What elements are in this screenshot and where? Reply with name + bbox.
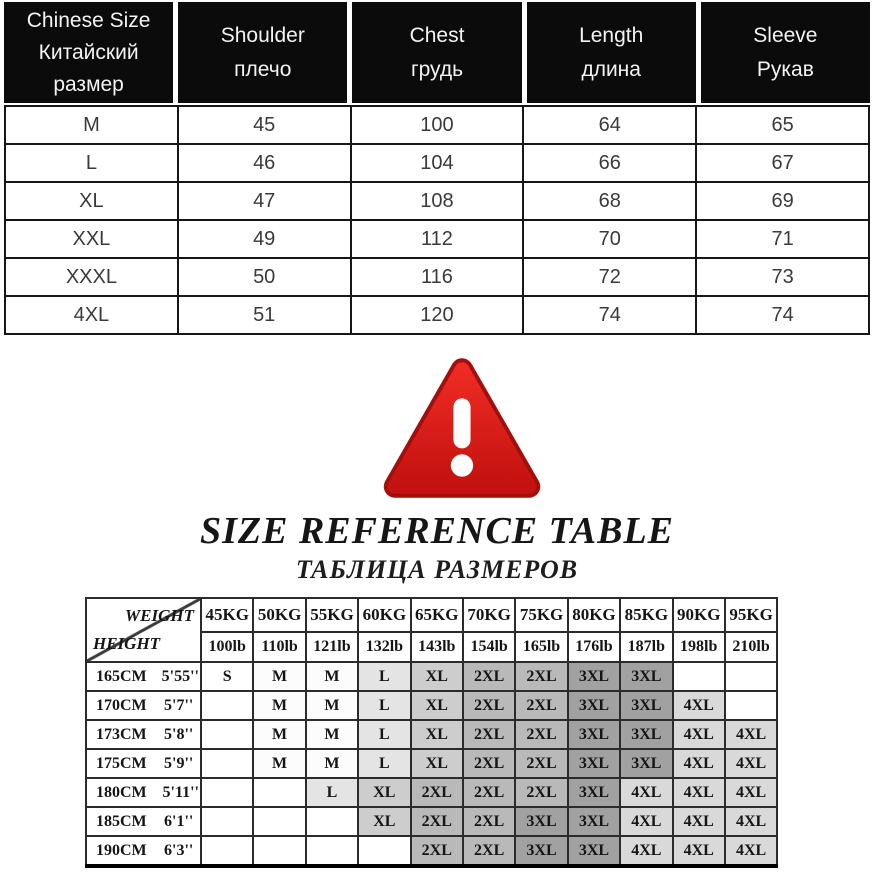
height-ft: 5'8''	[164, 725, 194, 743]
column-header-line: грудь	[410, 58, 464, 81]
measurement-cell: 116	[351, 258, 524, 296]
size-cell: 4XL	[673, 691, 725, 720]
corner-cell	[86, 598, 201, 662]
size-cell	[201, 691, 253, 720]
height-ft: 5'7''	[164, 696, 194, 714]
table-row	[5, 258, 869, 296]
size-cell	[201, 720, 253, 749]
weight-kg-cell: 95KG	[725, 598, 777, 632]
height-row	[86, 778, 777, 807]
height-row	[86, 807, 777, 836]
weight-kg-cell: 90KG	[673, 598, 725, 632]
measurement-cell: 108	[351, 182, 524, 220]
size-cell	[358, 836, 410, 866]
size-reference-subtitle: ТАБЛИЦА РАЗМЕРОВ	[295, 555, 579, 584]
size-cell: 4XL	[673, 807, 725, 836]
size-cell: 3XL	[620, 691, 672, 720]
measurement-cell: 69	[696, 182, 869, 220]
size-cell: 2XL	[463, 749, 515, 778]
size-cell: L	[358, 662, 410, 691]
measurement-cell: 74	[523, 296, 696, 334]
size-cell	[253, 778, 305, 807]
size-cell	[306, 807, 358, 836]
size-label-cell: XXXL	[5, 258, 178, 296]
size-cell: XL	[411, 749, 463, 778]
size-cell: 4XL	[725, 807, 777, 836]
height-cm: 175CM	[96, 754, 147, 772]
height-ft: 6'3''	[164, 841, 194, 859]
size-cell: 4XL	[673, 749, 725, 778]
size-cell: 4XL	[725, 720, 777, 749]
size-cell: 4XL	[673, 778, 725, 807]
size-cell: 2XL	[463, 662, 515, 691]
size-label-cell: 4XL	[5, 296, 178, 334]
weight-kg-cell: 80KG	[568, 598, 620, 632]
height-ft: 5'9''	[164, 754, 194, 772]
size-cell: 2XL	[463, 836, 515, 866]
size-cell: 2XL	[463, 807, 515, 836]
size-cell: 2XL	[515, 662, 567, 691]
measurement-cell: 67	[696, 144, 869, 182]
weight-lb-cell: 132lb	[358, 632, 410, 662]
table-row	[5, 296, 869, 334]
size-cell: M	[306, 691, 358, 720]
size-cell: 2XL	[411, 807, 463, 836]
size-cell: 4XL	[673, 836, 725, 866]
size-cell: 4XL	[620, 778, 672, 807]
size-cell: 4XL	[620, 807, 672, 836]
measurement-cell: 46	[178, 144, 351, 182]
size-cell: 3XL	[515, 807, 567, 836]
size-cell: M	[253, 720, 305, 749]
size-cell: 3XL	[568, 807, 620, 836]
measurement-cell: 72	[523, 258, 696, 296]
measurement-cell: 112	[351, 220, 524, 258]
size-cell: 4XL	[725, 836, 777, 866]
size-cell	[306, 836, 358, 866]
size-cell: 4XL	[725, 778, 777, 807]
weight-lb-cell: 121lb	[306, 632, 358, 662]
size-cell: 2XL	[515, 778, 567, 807]
column-header-line: Китайский	[38, 41, 139, 64]
size-cell: 2XL	[515, 749, 567, 778]
weight-axis-label: WEIGHT	[125, 606, 194, 625]
height-ft: 5'11''	[162, 783, 199, 801]
measurement-table	[4, 2, 870, 335]
column-header-line: Length	[579, 24, 644, 47]
size-reference-table	[85, 597, 778, 868]
size-cell: 3XL	[568, 662, 620, 691]
size-label-cell: XL	[5, 182, 178, 220]
table-row	[5, 220, 869, 258]
size-cell: M	[306, 720, 358, 749]
measurement-cell: 64	[523, 106, 696, 144]
height-row-label	[86, 662, 201, 691]
size-cell: L	[306, 778, 358, 807]
measurement-cell: 47	[178, 182, 351, 220]
size-cell: 3XL	[568, 749, 620, 778]
weight-lb-cell: 154lb	[463, 632, 515, 662]
weight-lb-cell: 110lb	[253, 632, 305, 662]
weight-kg-header-row	[86, 598, 777, 632]
weight-kg-cell: 70KG	[463, 598, 515, 632]
size-cell: S	[201, 662, 253, 691]
weight-kg-cell: 75KG	[515, 598, 567, 632]
size-cell	[725, 662, 777, 691]
weight-kg-cell: 50KG	[253, 598, 305, 632]
size-cell: 3XL	[568, 720, 620, 749]
size-cell: XL	[358, 778, 410, 807]
weight-lb-cell: 143lb	[411, 632, 463, 662]
table-row	[5, 106, 869, 144]
column-header-line: Рукав	[756, 58, 814, 81]
size-cell: L	[358, 720, 410, 749]
column-header-line: размер	[53, 73, 124, 96]
height-row-label	[86, 778, 201, 807]
weight-lb-cell: 210lb	[725, 632, 777, 662]
measurement-cell: 50	[178, 258, 351, 296]
weight-lb-cell: 198lb	[673, 632, 725, 662]
height-cm: 190CM	[96, 841, 147, 859]
size-label-cell: L	[5, 144, 178, 182]
size-cell: 3XL	[568, 691, 620, 720]
size-cell: XL	[411, 720, 463, 749]
height-cm: 173CM	[96, 725, 147, 743]
size-reference-title: SIZE REFERENCE TABLE	[199, 510, 675, 552]
measurement-table-body	[4, 105, 870, 335]
weight-kg-cell: 65KG	[411, 598, 463, 632]
measurement-cell: 68	[523, 182, 696, 220]
column-header-sleeve	[701, 2, 870, 103]
measurement-cell: 66	[523, 144, 696, 182]
height-row	[86, 691, 777, 720]
size-cell	[253, 836, 305, 866]
height-axis-label: HEIGHT	[93, 634, 161, 653]
weight-kg-cell: 85KG	[620, 598, 672, 632]
height-ft: 5'55''	[161, 667, 199, 685]
height-row-label	[86, 749, 201, 778]
weight-lb-cell: 100lb	[201, 632, 253, 662]
size-cell: 2XL	[463, 778, 515, 807]
height-row	[86, 662, 777, 691]
size-cell: L	[358, 691, 410, 720]
height-row-label	[86, 836, 201, 866]
measurement-cell: 73	[696, 258, 869, 296]
weight-lb-cell: 165lb	[515, 632, 567, 662]
size-cell	[201, 807, 253, 836]
measurement-cell: 45	[178, 106, 351, 144]
height-row	[86, 720, 777, 749]
size-cell: 3XL	[620, 749, 672, 778]
size-label-cell: M	[5, 106, 178, 144]
size-cell: 3XL	[620, 720, 672, 749]
column-header-line: Sleeve	[753, 24, 818, 47]
size-cell: 4XL	[673, 720, 725, 749]
warning-triangle-icon	[383, 355, 541, 501]
measurement-cell: 51	[178, 296, 351, 334]
size-cell: 3XL	[568, 836, 620, 866]
measurement-cell: 74	[696, 296, 869, 334]
measurement-cell: 49	[178, 220, 351, 258]
weight-kg-cell: 55KG	[306, 598, 358, 632]
size-cell: 2XL	[411, 778, 463, 807]
height-cm: 180CM	[96, 783, 147, 801]
column-header-line: плечо	[234, 58, 292, 81]
measurement-table-header	[4, 2, 870, 103]
column-header-line: Chest	[409, 24, 465, 47]
column-header-size	[4, 2, 173, 103]
height-row	[86, 749, 777, 778]
column-header-length	[527, 2, 696, 103]
measurement-cell: 120	[351, 296, 524, 334]
size-cell: 3XL	[568, 778, 620, 807]
measurement-cell: 70	[523, 220, 696, 258]
column-header-line: Shoulder	[220, 24, 305, 47]
size-cell: M	[306, 662, 358, 691]
column-header-shoulder	[178, 2, 347, 103]
size-cell: M	[253, 662, 305, 691]
size-cell: 2XL	[463, 720, 515, 749]
weight-lb-cell: 187lb	[620, 632, 672, 662]
column-header-chest	[352, 2, 521, 103]
size-cell	[253, 807, 305, 836]
size-cell: L	[358, 749, 410, 778]
size-cell: M	[253, 691, 305, 720]
measurement-cell: 104	[351, 144, 524, 182]
weight-kg-cell: 60KG	[358, 598, 410, 632]
measurement-cell: 71	[696, 220, 869, 258]
measurement-cell: 100	[351, 106, 524, 144]
size-cell: 4XL	[620, 836, 672, 866]
size-cell	[201, 778, 253, 807]
size-cell	[201, 749, 253, 778]
column-header-line: Chinese Size	[26, 9, 151, 32]
size-cell	[725, 691, 777, 720]
size-cell: XL	[411, 662, 463, 691]
size-cell: 2XL	[463, 691, 515, 720]
column-header-line: длина	[581, 58, 641, 81]
height-cm: 165CM	[96, 667, 147, 685]
size-cell: 2XL	[515, 691, 567, 720]
height-row-label	[86, 807, 201, 836]
size-cell: XL	[358, 807, 410, 836]
height-cm: 170CM	[96, 696, 147, 714]
size-cell: 4XL	[725, 749, 777, 778]
size-label-cell: XXL	[5, 220, 178, 258]
size-cell	[673, 662, 725, 691]
height-ft: 6'1''	[164, 812, 194, 830]
size-cell	[201, 836, 253, 866]
measurement-cell: 65	[696, 106, 869, 144]
size-cell: 2XL	[411, 836, 463, 866]
size-cell: M	[253, 749, 305, 778]
size-cell: 2XL	[515, 720, 567, 749]
size-cell: M	[306, 749, 358, 778]
size-cell: 3XL	[515, 836, 567, 866]
height-row	[86, 836, 777, 866]
height-row-label	[86, 691, 201, 720]
height-cm: 185CM	[96, 812, 147, 830]
size-cell: 3XL	[620, 662, 672, 691]
table-row	[5, 144, 869, 182]
height-row-label	[86, 720, 201, 749]
weight-lb-cell: 176lb	[568, 632, 620, 662]
weight-kg-cell: 45KG	[201, 598, 253, 632]
size-cell: XL	[411, 691, 463, 720]
table-row	[5, 182, 869, 220]
